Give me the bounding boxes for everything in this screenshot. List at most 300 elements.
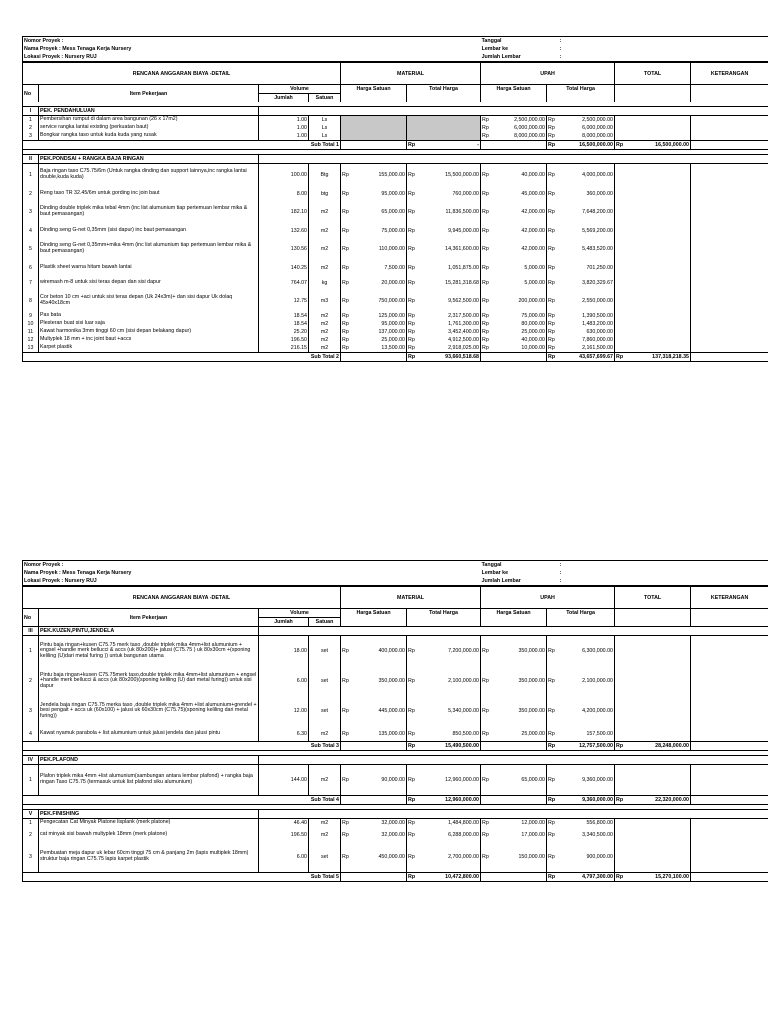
table-cell <box>341 618 407 627</box>
material-harga-satuan-header: Harga Satuan <box>341 85 407 94</box>
table-cell <box>341 155 353 164</box>
table-cell <box>615 275 627 290</box>
table-cell <box>559 155 615 164</box>
section-number: V <box>23 810 39 819</box>
upah-harga-satuan-header: Harga Satuan <box>481 609 547 618</box>
project-info-label: Lokasi Proyek : Nursery RUJ <box>23 53 481 62</box>
keterangan-header: KETERANGAN <box>691 587 768 609</box>
table-cell <box>493 141 547 150</box>
table-cell <box>615 116 627 125</box>
item-no: 4 <box>23 726 39 742</box>
table-cell <box>559 627 615 636</box>
table-cell <box>691 94 768 103</box>
item-qty: 130.56 <box>259 238 309 260</box>
table-cell <box>407 627 419 636</box>
rp-label: Rp <box>481 312 493 320</box>
keterangan-header-blank <box>691 609 768 618</box>
material-total: 1,761,300.00 <box>448 321 479 327</box>
material-price: 750,000.00 <box>378 298 405 304</box>
subtotal-label: Sub Total 4 <box>39 796 341 805</box>
table-cell <box>23 742 39 751</box>
project-info-label: Nama Proyek : Mess Tenaga Kerja Nursery <box>23 45 481 53</box>
item-unit: m2 <box>309 726 341 742</box>
subtotal-label: Sub Total 1 <box>39 141 341 150</box>
sheet-info-colon: : <box>559 570 562 576</box>
keterangan-header: KETERANGAN <box>691 63 768 85</box>
rp-label: Rp <box>547 124 559 132</box>
material-total <box>419 116 481 125</box>
rp-label: Rp <box>547 696 559 726</box>
column-header-table <box>22 62 768 102</box>
rp-label <box>341 116 353 125</box>
subtotal-total: 22,320,000.00 <box>627 796 691 805</box>
upah-total: 5,483,520.00 <box>582 246 613 252</box>
upah-total: 9,360,000.00 <box>582 777 613 783</box>
volume-header: Volume <box>259 85 341 94</box>
rp-label: Rp <box>547 765 559 796</box>
project-info-label: Nama Proyek : Mess Tenaga Kerja Nursery <box>23 569 481 577</box>
table-cell <box>353 627 407 636</box>
rp-label: Rp <box>341 290 353 312</box>
table-cell <box>559 810 615 819</box>
upah-price: 42,000.00 <box>521 227 545 234</box>
table-cell <box>615 827 627 842</box>
rp-label: Rp <box>547 290 559 312</box>
rab-items-table <box>22 626 768 882</box>
upah-total: 6,300,000.00 <box>582 648 613 654</box>
table-cell <box>691 141 768 150</box>
rp-label: Rp <box>547 336 559 344</box>
item-unit: m2 <box>309 336 341 344</box>
upah-price: 150,000.00 <box>518 854 545 860</box>
keterangan-cell <box>691 842 768 873</box>
rp-label: Rp <box>407 742 419 751</box>
table-cell <box>493 627 547 636</box>
rp-label: Rp <box>407 186 419 201</box>
item-qty: 140.25 <box>259 260 309 275</box>
material-price: 95,000.00 <box>381 321 405 327</box>
item-no: 2 <box>23 186 39 201</box>
table-cell <box>615 238 627 260</box>
table-row <box>23 132 768 141</box>
rp-label: Rp <box>407 765 419 796</box>
table-cell <box>481 627 493 636</box>
sheet-info-value <box>615 45 768 53</box>
subtotal-total: 137,318,218.35 <box>627 353 691 362</box>
material-price: 65,000.00 <box>381 209 405 215</box>
sheet-info-label: Jumlah Lembar <box>481 577 559 586</box>
upah-price: 8,000,000.00 <box>514 133 545 139</box>
upah-total: 6,000,000.00 <box>582 125 613 131</box>
table-cell <box>691 756 768 765</box>
upah-total: 2,161,500.00 <box>582 345 613 351</box>
material-total: 2,100,000.00 <box>448 678 479 684</box>
rp-label: Rp <box>407 312 419 320</box>
rp-label: Rp <box>481 328 493 336</box>
table-cell <box>419 810 481 819</box>
rp-label: Rp <box>481 164 493 187</box>
item-unit: m2 <box>309 765 341 796</box>
subtotal-upah: 4,797,300.00 <box>559 873 615 882</box>
table-row <box>23 260 768 275</box>
keterangan-cell <box>691 765 768 796</box>
material-header: MATERIAL <box>341 587 481 609</box>
table-cell <box>627 201 691 223</box>
table-cell <box>615 765 627 796</box>
material-price: 445,000.00 <box>378 708 405 714</box>
rp-label: Rp <box>341 201 353 223</box>
table-cell <box>627 842 691 873</box>
rp-label <box>407 116 419 125</box>
rp-label <box>341 124 353 132</box>
material-total-harga-header: Total Harga <box>407 85 481 94</box>
table-cell <box>353 873 407 882</box>
rp-label: Rp <box>547 275 559 290</box>
keterangan-cell <box>691 275 768 290</box>
table-cell <box>481 796 493 805</box>
table-cell <box>23 873 39 882</box>
table-cell <box>341 627 353 636</box>
rp-label: Rp <box>481 260 493 275</box>
rp-label <box>341 132 353 141</box>
rp-label: Rp <box>547 726 559 742</box>
rp-label: Rp <box>341 275 353 290</box>
rp-label: Rp <box>341 336 353 344</box>
material-price: 95,000.00 <box>381 190 405 197</box>
jumlah-header: Jumlah <box>259 94 309 103</box>
table-cell <box>481 810 493 819</box>
rp-label: Rp <box>547 260 559 275</box>
keterangan-cell <box>691 260 768 275</box>
table-cell <box>481 155 493 164</box>
upah-total: 7,860,000.00 <box>582 337 613 343</box>
table-row <box>23 842 768 873</box>
item-description: cat minyak sisi bawah multyplek 18mm (merk platone) <box>39 827 259 842</box>
item-description: Plastik sheet warna hitam bawah lantai <box>39 260 259 275</box>
item-qty: 1.00 <box>259 116 309 125</box>
rp-label: Rp <box>547 873 559 882</box>
upah-price: 80,000.00 <box>521 321 545 327</box>
table-cell <box>615 164 627 187</box>
subtotal-material: 93,660,518.68 <box>419 353 481 362</box>
material-price: 135,000.00 <box>378 730 405 737</box>
table-cell <box>627 132 691 141</box>
rp-label: Rp <box>481 186 493 201</box>
rp-label: Rp <box>341 827 353 842</box>
table-cell <box>419 155 481 164</box>
item-description: Multyplek 18 mm + inc joint baut +accs <box>39 336 259 344</box>
table-cell <box>259 756 309 765</box>
table-cell <box>691 873 768 882</box>
table-cell <box>615 155 627 164</box>
rp-label: Rp <box>547 312 559 320</box>
total-header-blank <box>615 85 691 94</box>
upah-total-harga-header: Total Harga <box>547 85 615 94</box>
item-unit: m2 <box>309 201 341 223</box>
table-row <box>23 201 768 223</box>
rp-label: Rp <box>407 827 419 842</box>
item-unit: Ls <box>309 132 341 141</box>
rp-label: Rp <box>481 201 493 223</box>
table-cell <box>627 765 691 796</box>
keterangan-cell <box>691 336 768 344</box>
subtotal-material: 15,490,500.00 <box>419 742 481 751</box>
rp-label: Rp <box>547 819 559 828</box>
rp-label: Rp <box>407 275 419 290</box>
material-total: 850,500.00 <box>452 730 479 737</box>
keterangan-cell <box>691 132 768 141</box>
keterangan-cell <box>691 124 768 132</box>
total-header-blank <box>615 609 691 618</box>
material-total <box>419 132 481 141</box>
table-cell <box>627 164 691 187</box>
rp-label: Rp <box>481 827 493 842</box>
subtotal-row <box>23 353 768 362</box>
rp-label: Rp <box>615 141 627 150</box>
rp-label: Rp <box>481 666 493 696</box>
item-header: Item Pekerjaan <box>39 85 259 103</box>
subtotal-row <box>23 141 768 150</box>
upah-total: 2,550,000.00 <box>582 298 613 304</box>
table-cell <box>615 636 627 667</box>
section-title: PEK.PLAFOND <box>39 756 259 765</box>
table-cell <box>615 107 627 116</box>
upah-total: 3,340,500.00 <box>582 831 613 838</box>
subtotal-material: 12,960,000.00 <box>419 796 481 805</box>
table-cell <box>419 756 481 765</box>
item-qty: 6.00 <box>259 842 309 873</box>
item-no: 1 <box>23 765 39 796</box>
table-cell <box>547 107 559 116</box>
table-cell <box>341 873 353 882</box>
table-cell <box>615 223 627 238</box>
upah-price: 350,000.00 <box>518 648 545 654</box>
subtotal-upah: 43,657,699.67 <box>559 353 615 362</box>
upah-total: 3,820,329.67 <box>582 279 613 286</box>
subtotal-row <box>23 873 768 882</box>
rp-label: Rp <box>341 765 353 796</box>
rp-label: Rp <box>481 842 493 873</box>
item-no: 3 <box>23 842 39 873</box>
upah-total: 8,000,000.00 <box>582 133 613 139</box>
upah-price: 25,000.00 <box>521 730 545 737</box>
rp-label: Rp <box>481 336 493 344</box>
rp-label: Rp <box>547 186 559 201</box>
sheet-info-colon: : <box>559 561 615 570</box>
table-cell <box>627 726 691 742</box>
material-total: 5,340,000.00 <box>448 708 479 714</box>
column-header-table <box>22 586 768 626</box>
table-cell <box>547 94 615 103</box>
rab-title: RENCANA ANGGARAN BIAYA -DETAIL <box>23 63 341 85</box>
table-cell <box>627 336 691 344</box>
subtotal-total: 16,500,000.00 <box>627 141 691 150</box>
item-description: Karpet plastik <box>39 344 259 353</box>
upah-price: 25,000.00 <box>521 329 545 335</box>
item-no: 12 <box>23 336 39 344</box>
table-cell <box>259 810 309 819</box>
subtotal-row <box>23 796 768 805</box>
rp-label: Rp <box>481 290 493 312</box>
item-unit: set <box>309 842 341 873</box>
table-cell <box>493 873 547 882</box>
rp-label: Rp <box>547 320 559 328</box>
material-total: 1,484,800.00 <box>448 820 479 826</box>
total-header: TOTAL <box>615 63 691 85</box>
table-row <box>23 320 768 328</box>
material-header: MATERIAL <box>341 63 481 85</box>
item-unit: m3 <box>309 290 341 312</box>
item-description: Kawat nyamuk parabola + list alumunium untuk jalusi jendela dan jalusi pintu <box>39 726 259 742</box>
table-row <box>23 636 768 667</box>
item-no: 11 <box>23 328 39 336</box>
table-cell <box>615 819 627 828</box>
item-no: 2 <box>23 827 39 842</box>
item-no: 1 <box>23 819 39 828</box>
upah-total: 5,569,200.00 <box>582 227 613 234</box>
table-row <box>23 116 768 125</box>
rp-label: Rp <box>407 344 419 353</box>
table-cell <box>627 155 691 164</box>
item-no: 1 <box>23 116 39 125</box>
item-description: Pembersihan rumput di dalam area bangunan (26 x 17m2) <box>39 116 259 125</box>
satuan-header: Satuan <box>309 94 341 103</box>
item-unit: m2 <box>309 819 341 828</box>
table-cell <box>627 116 691 125</box>
upah-price: 17,000.00 <box>521 831 545 838</box>
sheet-info-colon: : <box>559 46 562 52</box>
item-qty: 6.00 <box>259 666 309 696</box>
rp-label: Rp <box>341 260 353 275</box>
item-qty: 46.40 <box>259 819 309 828</box>
item-unit: Ls <box>309 124 341 132</box>
item-description: Bongkar rangka taso untuk kuda kuda yang rusak <box>39 132 259 141</box>
table-cell <box>341 107 353 116</box>
table-row <box>23 726 768 742</box>
upah-total: 630,000.00 <box>586 329 613 335</box>
item-unit: m2 <box>309 238 341 260</box>
material-total: 15,281,318.68 <box>445 279 479 286</box>
material-total: 2,317,500.00 <box>448 313 479 319</box>
table-cell <box>615 320 627 328</box>
table-cell <box>559 107 615 116</box>
table-cell <box>341 810 353 819</box>
material-price: 137,000.00 <box>378 329 405 335</box>
rp-label: Rp <box>341 636 353 667</box>
table-row <box>23 765 768 796</box>
material-price: 450,000.00 <box>378 854 405 860</box>
section-number: IV <box>23 756 39 765</box>
section-number: II <box>23 155 39 164</box>
table-cell <box>341 796 353 805</box>
section-number: III <box>23 627 39 636</box>
table-row <box>23 336 768 344</box>
rp-label: Rp <box>481 124 493 132</box>
sheet-info-colon: : <box>559 53 615 62</box>
table-cell <box>481 94 547 103</box>
sheet-info-label: Lembar ke <box>481 46 509 52</box>
item-description: service rangka lantai existing (perkuatan baut) <box>39 124 259 132</box>
table-cell <box>691 107 768 116</box>
table-cell <box>341 742 353 751</box>
table-row <box>23 819 768 828</box>
table-cell <box>493 796 547 805</box>
table-cell <box>353 107 407 116</box>
material-price: 7,500.00 <box>384 264 405 271</box>
material-price: 155,000.00 <box>378 172 405 178</box>
table-cell <box>481 141 493 150</box>
material-total: 9,562,500.00 <box>448 298 479 304</box>
item-no: 7 <box>23 275 39 290</box>
item-no: 3 <box>23 696 39 726</box>
item-description: Pembuatan meja dapur uk lebar 60cm tinggi 75 cm & panjang 2m (lapis multiplek 18mm) struktur baja ringan C75.75 lapis karpet plastik <box>39 842 259 873</box>
material-total: 1,051,875.00 <box>448 264 479 271</box>
keterangan-cell <box>691 320 768 328</box>
table-cell <box>627 238 691 260</box>
item-qty: 18.54 <box>259 312 309 320</box>
material-price: 90,000.00 <box>381 777 405 783</box>
table-cell <box>615 810 627 819</box>
rp-label <box>407 124 419 132</box>
rp-label: Rp <box>481 275 493 290</box>
rab-items-table <box>22 102 768 362</box>
table-cell <box>627 827 691 842</box>
upah-total: 7,648,200.00 <box>582 209 613 215</box>
total-header: TOTAL <box>615 587 691 609</box>
item-qty: 18.00 <box>259 636 309 667</box>
item-unit: Btg <box>309 164 341 187</box>
item-unit: m2 <box>309 344 341 353</box>
rp-label: Rp <box>341 164 353 187</box>
sheet-info-value <box>615 569 768 577</box>
keterangan-cell <box>691 328 768 336</box>
table-cell <box>691 627 768 636</box>
rp-label: Rp <box>407 336 419 344</box>
table-row <box>23 275 768 290</box>
item-unit: m2 <box>309 320 341 328</box>
table-cell <box>341 94 407 103</box>
project-info-table <box>22 560 768 586</box>
rp-label: Rp <box>341 344 353 353</box>
table-cell <box>547 618 615 627</box>
table-cell <box>493 155 547 164</box>
table-cell <box>493 756 547 765</box>
rp-label: Rp <box>481 765 493 796</box>
item-qty: 1.00 <box>259 124 309 132</box>
sheet-info-colon: : <box>559 37 615 46</box>
rp-label: Rp <box>547 344 559 353</box>
item-unit: m2 <box>309 328 341 336</box>
sheet-info-colon: : <box>559 577 615 586</box>
table-cell <box>353 141 407 150</box>
item-description: Dinding seng G-net 0,35mm+mika 4mm (inc list alumunium tiap pertemuan lembar mika & baut pemasangan) <box>39 238 259 260</box>
rp-label: Rp <box>341 320 353 328</box>
upah-price: 2,500,000.00 <box>514 117 545 123</box>
section-title: PEK. PENDAHULUAN <box>39 107 259 116</box>
item-unit: m2 <box>309 260 341 275</box>
material-total: 2,700,000.00 <box>448 854 479 860</box>
table-cell <box>309 155 341 164</box>
item-no: 5 <box>23 238 39 260</box>
upah-total: 556,800.00 <box>586 820 613 826</box>
table-cell <box>259 627 309 636</box>
table-row <box>23 238 768 260</box>
item-no: 4 <box>23 223 39 238</box>
rp-label: Rp <box>481 320 493 328</box>
table-cell <box>627 756 691 765</box>
item-qty: 216.15 <box>259 344 309 353</box>
upah-price: 350,000.00 <box>518 678 545 684</box>
